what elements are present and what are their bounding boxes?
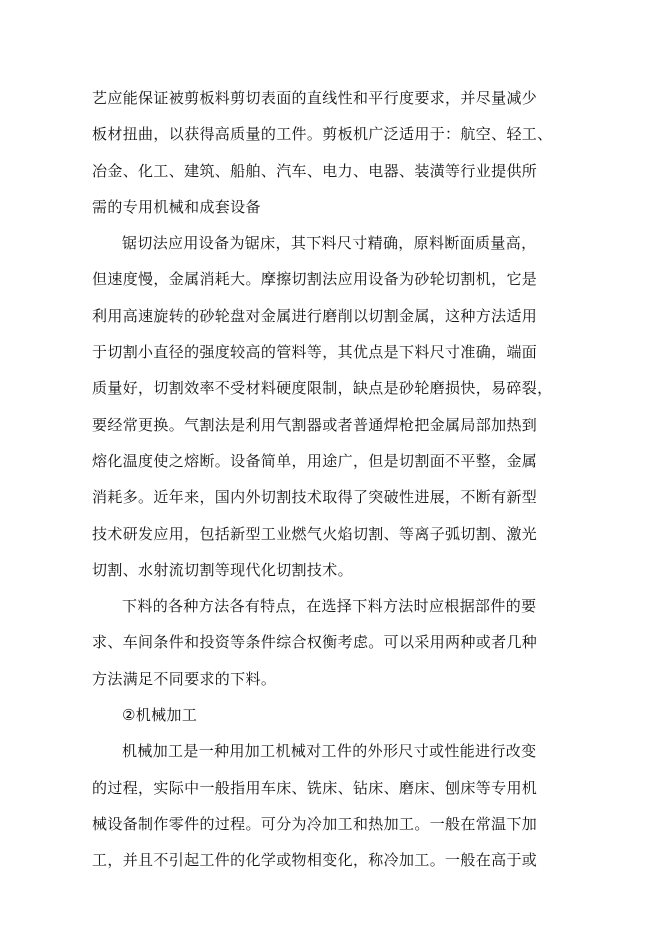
- text-line: 要经常更换。气割法是利用气割器或者普通焊枪把金属局部加热到: [92, 415, 538, 434]
- text-line: 于切割小直径的强度较高的管料等，其优点是下料尺寸准确，端面: [92, 343, 538, 362]
- text-line: 需的专用机械和成套设备: [92, 197, 261, 216]
- text-line: 技术研发应用，包括新型工业燃气火焰切割、等离子弧切割、激光: [92, 524, 538, 543]
- text-line: 熔化温度使之熔断。设备简单，用途广，但是切割面不平整，金属: [92, 451, 538, 470]
- text-line: 质量好，切割效率不受材料硬度限制，缺点是砂轮磨损快，易碎裂，: [92, 379, 553, 398]
- text-line: 板材扭曲，以获得高质量的工件。剪板机广泛适用于：航空、轻工、: [92, 125, 553, 144]
- text-line: 锯切法应用设备为锯床，其下料尺寸精确，原料断面质量高，: [122, 234, 537, 253]
- text-line: 械设备制作零件的过程。可分为冷加工和热加工。一般在常温下加: [92, 814, 538, 833]
- text-line: 工，并且不引起工件的化学或物相变化，称冷加工。一般在高于或: [92, 851, 538, 870]
- text-line: ②机械加工: [122, 706, 198, 725]
- document-body: [92, 80, 582, 879]
- text-line: 艺应能保证被剪板料剪切表面的直线性和平行度要求，并尽量减少: [92, 89, 538, 107]
- text-line: 利用高速旋转的砂轮盘对金属进行磨削以切割金属，这种方法适用: [92, 306, 538, 325]
- text-line: 机械加工是一种用加工机械对工件的外形尺寸或性能进行改变: [122, 742, 537, 761]
- text-line: 的过程，实际中一般指用车床、铣床、钻床、磨床、刨床等专用机: [92, 778, 538, 797]
- text-line: 消耗多。近年来，国内外切割技术取得了突破性进展，不断有新型: [92, 488, 538, 507]
- text-line: 下料的各种方法各有特点，在选择下料方法时应根据部件的要: [122, 597, 537, 616]
- text-line: 方法满足不同要求的下料。: [92, 669, 277, 688]
- text-line: 但速度慢，金属消耗大。摩擦切割法应用设备为砂轮切割机，它是: [92, 270, 538, 289]
- text-line: 求、车间条件和投资等条件综合权衡考虑。可以采用两种或者几种: [92, 633, 538, 652]
- text-line: 切割、水射流切割等现代化切割技术。: [92, 560, 353, 579]
- text-line: 冶金、化工、建筑、船舶、汽车、电力、电器、装潢等行业提供所: [92, 161, 538, 180]
